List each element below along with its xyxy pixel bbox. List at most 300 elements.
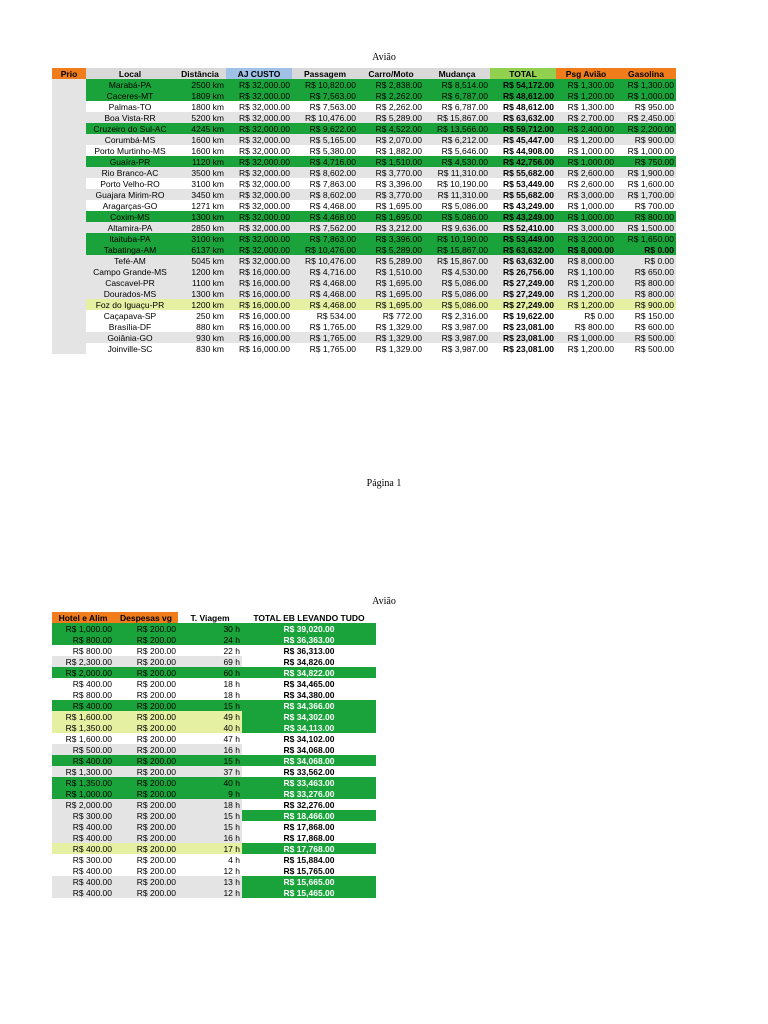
gas-cell: R$ 1,700.00 (616, 189, 676, 200)
carro-cell: R$ 1,329.00 (358, 332, 424, 343)
table-row (52, 656, 376, 667)
local-cell: Cascavel-PR (86, 277, 174, 288)
table-row (52, 112, 676, 123)
prio-cell (52, 90, 86, 101)
pass-cell: R$ 10,476.00 (292, 255, 358, 266)
hotel-cell: R$ 1,000.00 (52, 788, 114, 799)
local-cell: Itaituba-PA (86, 233, 174, 244)
aj-cell: R$ 16,000.00 (226, 266, 292, 277)
dist-cell: 1271 km (174, 200, 226, 211)
table-row (52, 123, 676, 134)
aj-cell: R$ 32,000.00 (226, 222, 292, 233)
mud-cell: R$ 2,316.00 (424, 310, 490, 321)
psg-cell: R$ 1,200.00 (556, 134, 616, 145)
aj-cell: R$ 32,000.00 (226, 255, 292, 266)
tv-cell: 13 h (178, 876, 242, 887)
dist-cell: 2500 km (174, 79, 226, 90)
tv-cell: 18 h (178, 799, 242, 810)
psg-cell: R$ 3,000.00 (556, 189, 616, 200)
page1-header-row (52, 68, 676, 79)
desp-cell: R$ 200.00 (114, 799, 178, 810)
gas-cell: R$ 950.00 (616, 101, 676, 112)
table-row (52, 90, 676, 101)
desp-cell: R$ 200.00 (114, 744, 178, 755)
hotel-cell: R$ 1,350.00 (52, 722, 114, 733)
desp-cell: R$ 200.00 (114, 667, 178, 678)
carro-cell: R$ 3,396.00 (358, 233, 424, 244)
gas-cell: R$ 750.00 (616, 156, 676, 167)
mud-cell: R$ 5,086.00 (424, 277, 490, 288)
total-cell: R$ 32,276.00 (242, 799, 376, 810)
desp-cell: R$ 200.00 (114, 645, 178, 656)
hotel-cell: R$ 400.00 (52, 678, 114, 689)
pass-cell: R$ 4,468.00 (292, 277, 358, 288)
mud-cell: R$ 8,514.00 (424, 79, 490, 90)
mud-cell: R$ 3,987.00 (424, 343, 490, 354)
hotel-cell: R$ 400.00 (52, 887, 114, 898)
table-row (52, 876, 376, 887)
total-cell: R$ 33,276.00 (242, 788, 376, 799)
mud-cell: R$ 6,787.00 (424, 90, 490, 101)
psg-cell: R$ 2,400.00 (556, 123, 616, 134)
local-cell: Campo Grande-MS (86, 266, 174, 277)
hotel-cell: R$ 400.00 (52, 755, 114, 766)
header-gasolina: Gasolina (616, 68, 676, 79)
total-cell: R$ 63,632.00 (490, 112, 556, 123)
desp-cell: R$ 200.00 (114, 843, 178, 854)
total-cell: R$ 15,765.00 (242, 865, 376, 876)
carro-cell: R$ 5,289.00 (358, 255, 424, 266)
desp-cell: R$ 200.00 (114, 755, 178, 766)
mud-cell: R$ 15,867.00 (424, 244, 490, 255)
dist-cell: 830 km (174, 343, 226, 354)
total-cell: R$ 34,380.00 (242, 689, 376, 700)
psg-cell: R$ 1,200.00 (556, 343, 616, 354)
local-cell: Joinville-SC (86, 343, 174, 354)
local-cell: Aragarças-GO (86, 200, 174, 211)
gas-cell: R$ 800.00 (616, 277, 676, 288)
dist-cell: 1120 km (174, 156, 226, 167)
tv-cell: 47 h (178, 733, 242, 744)
table-row (52, 865, 376, 876)
desp-cell: R$ 200.00 (114, 810, 178, 821)
desp-cell: R$ 200.00 (114, 766, 178, 777)
hotel-cell: R$ 400.00 (52, 700, 114, 711)
local-cell: Guaíra-PR (86, 156, 174, 167)
hotel-cell: R$ 400.00 (52, 843, 114, 854)
total-cell: R$ 17,868.00 (242, 832, 376, 843)
table-row (52, 189, 676, 200)
total-cell: R$ 63,632.00 (490, 255, 556, 266)
psg-cell: R$ 1,300.00 (556, 101, 616, 112)
total-cell: R$ 34,068.00 (242, 755, 376, 766)
dist-cell: 1800 km (174, 101, 226, 112)
hotel-cell: R$ 800.00 (52, 689, 114, 700)
tv-cell: 9 h (178, 788, 242, 799)
prio-cell (52, 145, 86, 156)
total-cell: R$ 23,081.00 (490, 332, 556, 343)
page2-title: Avião (372, 596, 396, 607)
gas-cell: R$ 1,000.00 (616, 145, 676, 156)
table-row (52, 145, 676, 156)
gas-cell: R$ 1,000.00 (616, 90, 676, 101)
psg-cell: R$ 1,000.00 (556, 156, 616, 167)
local-cell: Dourados-MS (86, 288, 174, 299)
carro-cell: R$ 2,838.00 (358, 79, 424, 90)
aj-cell: R$ 32,000.00 (226, 178, 292, 189)
table-row (52, 645, 376, 656)
table-row (52, 167, 676, 178)
prio-cell (52, 79, 86, 90)
pass-cell: R$ 4,716.00 (292, 156, 358, 167)
carro-cell: R$ 3,212.00 (358, 222, 424, 233)
dist-cell: 1600 km (174, 145, 226, 156)
carro-cell: R$ 5,289.00 (358, 244, 424, 255)
prio-cell (52, 299, 86, 310)
pass-cell: R$ 1,765.00 (292, 343, 358, 354)
table-row (52, 156, 676, 167)
mud-cell: R$ 4,530.00 (424, 156, 490, 167)
mud-cell: R$ 11,310.00 (424, 167, 490, 178)
table-row (52, 79, 676, 90)
psg-cell: R$ 1,000.00 (556, 200, 616, 211)
carro-cell: R$ 1,329.00 (358, 321, 424, 332)
local-cell: Foz do Iguaçu-PR (86, 299, 174, 310)
aj-cell: R$ 32,000.00 (226, 189, 292, 200)
carro-cell: R$ 3,396.00 (358, 178, 424, 189)
table-row (52, 321, 676, 332)
hotel-cell: R$ 300.00 (52, 854, 114, 865)
desp-cell: R$ 200.00 (114, 634, 178, 645)
table-row (52, 887, 376, 898)
tv-cell: 15 h (178, 755, 242, 766)
total-cell: R$ 15,665.00 (242, 876, 376, 887)
dist-cell: 5045 km (174, 255, 226, 266)
tv-cell: 37 h (178, 766, 242, 777)
carro-cell: R$ 1,882.00 (358, 145, 424, 156)
total-cell: R$ 34,366.00 (242, 700, 376, 711)
header-despesas-vg: Despesas vg (114, 612, 178, 623)
tv-cell: 15 h (178, 810, 242, 821)
table-row (52, 843, 376, 854)
hotel-cell: R$ 1,000.00 (52, 623, 114, 634)
psg-cell: R$ 800.00 (556, 321, 616, 332)
total-cell: R$ 34,465.00 (242, 678, 376, 689)
desp-cell: R$ 200.00 (114, 689, 178, 700)
total-cell: R$ 48,612.00 (490, 90, 556, 101)
prio-cell (52, 101, 86, 112)
total-cell: R$ 15,465.00 (242, 887, 376, 898)
tv-cell: 16 h (178, 832, 242, 843)
dist-cell: 250 km (174, 310, 226, 321)
mud-cell: R$ 5,646.00 (424, 145, 490, 156)
table-row (52, 288, 676, 299)
table-row (52, 744, 376, 755)
pass-cell: R$ 4,468.00 (292, 200, 358, 211)
hotel-cell: R$ 400.00 (52, 821, 114, 832)
table-row (52, 623, 376, 634)
dist-cell: 3500 km (174, 167, 226, 178)
dist-cell: 880 km (174, 321, 226, 332)
header-t-viagem: T. Viagem (190, 612, 230, 623)
pass-cell: R$ 4,716.00 (292, 266, 358, 277)
tv-cell: 4 h (178, 854, 242, 865)
tv-cell: 60 h (178, 667, 242, 678)
psg-cell: R$ 1,300.00 (556, 79, 616, 90)
total-cell: R$ 54,172.00 (490, 79, 556, 90)
hotel-cell: R$ 2,000.00 (52, 667, 114, 678)
total-cell: R$ 48,612.00 (490, 101, 556, 112)
psg-cell: R$ 1,000.00 (556, 332, 616, 343)
total-cell: R$ 26,756.00 (490, 266, 556, 277)
aj-cell: R$ 32,000.00 (226, 145, 292, 156)
local-cell: Palmas-TO (86, 101, 174, 112)
pass-cell: R$ 4,468.00 (292, 211, 358, 222)
pass-cell: R$ 10,476.00 (292, 244, 358, 255)
dist-cell: 6137 km (174, 244, 226, 255)
prio-cell (52, 310, 86, 321)
mud-cell: R$ 5,086.00 (424, 200, 490, 211)
hotel-cell: R$ 1,350.00 (52, 777, 114, 788)
prio-cell (52, 178, 86, 189)
prio-cell (52, 123, 86, 134)
desp-cell: R$ 200.00 (114, 700, 178, 711)
aj-cell: R$ 32,000.00 (226, 90, 292, 101)
aj-cell: R$ 32,000.00 (226, 156, 292, 167)
hotel-cell: R$ 800.00 (52, 645, 114, 656)
gas-cell: R$ 1,900.00 (616, 167, 676, 178)
pass-cell: R$ 7,863.00 (292, 178, 358, 189)
total-cell: R$ 27,249.00 (490, 299, 556, 310)
mud-cell: R$ 3,987.00 (424, 321, 490, 332)
total-cell: R$ 17,768.00 (242, 843, 376, 854)
gas-cell: R$ 1,500.00 (616, 222, 676, 233)
total-cell: R$ 45,447.00 (490, 134, 556, 145)
mud-cell: R$ 11,310.00 (424, 189, 490, 200)
aj-cell: R$ 16,000.00 (226, 288, 292, 299)
table-row (52, 266, 676, 277)
table-row (52, 244, 676, 255)
mud-cell: R$ 5,086.00 (424, 299, 490, 310)
total-cell: R$ 34,826.00 (242, 656, 376, 667)
desp-cell: R$ 200.00 (114, 722, 178, 733)
pass-cell: R$ 8,602.00 (292, 167, 358, 178)
table-row (52, 222, 676, 233)
tv-cell: 12 h (178, 865, 242, 876)
tv-cell: 18 h (178, 678, 242, 689)
aj-cell: R$ 32,000.00 (226, 112, 292, 123)
page2-header-row (52, 612, 376, 623)
total-cell: R$ 55,682.00 (490, 189, 556, 200)
carro-cell: R$ 2,070.00 (358, 134, 424, 145)
total-cell: R$ 23,081.00 (490, 343, 556, 354)
tv-cell: 49 h (178, 711, 242, 722)
carro-cell: R$ 1,510.00 (358, 156, 424, 167)
pass-cell: R$ 8,602.00 (292, 189, 358, 200)
gas-cell: R$ 800.00 (616, 211, 676, 222)
mud-cell: R$ 3,987.00 (424, 332, 490, 343)
gas-cell: R$ 1,300.00 (616, 79, 676, 90)
pass-cell: R$ 9,622.00 (292, 123, 358, 134)
total-cell: R$ 43,249.00 (490, 200, 556, 211)
carro-cell: R$ 1,329.00 (358, 343, 424, 354)
gas-cell: R$ 1,600.00 (616, 178, 676, 189)
desp-cell: R$ 200.00 (114, 832, 178, 843)
psg-cell: R$ 1,200.00 (556, 288, 616, 299)
total-cell: R$ 34,102.00 (242, 733, 376, 744)
local-cell: Marabá-PA (86, 79, 174, 90)
dist-cell: 930 km (174, 332, 226, 343)
prio-cell (52, 343, 86, 354)
table-row (52, 332, 676, 343)
psg-cell: R$ 1,200.00 (556, 299, 616, 310)
header-total-eb: TOTAL EB LEVANDO TUDO (253, 612, 365, 623)
table-row (52, 101, 676, 112)
prio-cell (52, 156, 86, 167)
header-distancia: Distância (174, 68, 226, 79)
gas-cell: R$ 900.00 (616, 134, 676, 145)
desp-cell: R$ 200.00 (114, 854, 178, 865)
aj-cell: R$ 32,000.00 (226, 200, 292, 211)
total-cell: R$ 53,449.00 (490, 233, 556, 244)
gas-cell: R$ 500.00 (616, 332, 676, 343)
pass-cell: R$ 7,563.00 (292, 90, 358, 101)
total-cell: R$ 34,822.00 (242, 667, 376, 678)
page1-table (52, 68, 676, 354)
desp-cell: R$ 200.00 (114, 733, 178, 744)
mud-cell: R$ 4,530.00 (424, 266, 490, 277)
prio-cell (52, 288, 86, 299)
psg-cell: R$ 1,200.00 (556, 277, 616, 288)
table-row (52, 755, 376, 766)
prio-cell (52, 167, 86, 178)
local-cell: Corumbá-MS (86, 134, 174, 145)
dist-cell: 1300 km (174, 288, 226, 299)
total-cell: R$ 43,249.00 (490, 211, 556, 222)
table-row (52, 854, 376, 865)
table-row (52, 233, 676, 244)
dist-cell: 3100 km (174, 233, 226, 244)
total-cell: R$ 55,682.00 (490, 167, 556, 178)
table-row (52, 310, 676, 321)
pass-cell: R$ 10,820.00 (292, 79, 358, 90)
aj-cell: R$ 32,000.00 (226, 167, 292, 178)
pass-cell: R$ 7,562.00 (292, 222, 358, 233)
aj-cell: R$ 32,000.00 (226, 134, 292, 145)
header-hotel-alim: Hotel e Alim (52, 612, 114, 623)
prio-cell (52, 134, 86, 145)
aj-cell: R$ 32,000.00 (226, 244, 292, 255)
total-cell: R$ 33,463.00 (242, 777, 376, 788)
desp-cell: R$ 200.00 (114, 678, 178, 689)
local-cell: Tabatinga-AM (86, 244, 174, 255)
table-row (52, 777, 376, 788)
hotel-cell: R$ 1,300.00 (52, 766, 114, 777)
tv-cell: 30 h (178, 623, 242, 634)
total-cell: R$ 15,884.00 (242, 854, 376, 865)
carro-cell: R$ 2,262.00 (358, 90, 424, 101)
prio-cell (52, 112, 86, 123)
table-row (52, 788, 376, 799)
local-cell: Boa Vista-RR (86, 112, 174, 123)
hotel-cell: R$ 400.00 (52, 865, 114, 876)
tv-cell: 24 h (178, 634, 242, 645)
total-cell: R$ 34,302.00 (242, 711, 376, 722)
psg-cell: R$ 3,000.00 (556, 222, 616, 233)
mud-cell: R$ 5,086.00 (424, 288, 490, 299)
mud-cell: R$ 13,566.00 (424, 123, 490, 134)
total-cell: R$ 59,712.00 (490, 123, 556, 134)
tv-cell: 15 h (178, 700, 242, 711)
dist-cell: 3100 km (174, 178, 226, 189)
pass-cell: R$ 4,468.00 (292, 299, 358, 310)
prio-cell (52, 266, 86, 277)
carro-cell: R$ 5,289.00 (358, 112, 424, 123)
page1-title: Avião (372, 52, 396, 63)
desp-cell: R$ 200.00 (114, 876, 178, 887)
mud-cell: R$ 10,190.00 (424, 178, 490, 189)
gas-cell: R$ 500.00 (616, 343, 676, 354)
local-cell: Porto Murtinho-MS (86, 145, 174, 156)
carro-cell: R$ 772.00 (358, 310, 424, 321)
aj-cell: R$ 16,000.00 (226, 310, 292, 321)
aj-cell: R$ 32,000.00 (226, 211, 292, 222)
tv-cell: 40 h (178, 722, 242, 733)
aj-cell: R$ 32,000.00 (226, 79, 292, 90)
prio-cell (52, 233, 86, 244)
header-passagem: Passagem (292, 68, 358, 79)
desp-cell: R$ 200.00 (114, 887, 178, 898)
dist-cell: 5200 km (174, 112, 226, 123)
psg-cell: R$ 1,000.00 (556, 211, 616, 222)
pass-cell: R$ 1,765.00 (292, 332, 358, 343)
table-row (52, 667, 376, 678)
mud-cell: R$ 15,867.00 (424, 112, 490, 123)
psg-cell: R$ 0.00 (556, 310, 616, 321)
psg-cell: R$ 1,000.00 (556, 145, 616, 156)
tv-cell: 15 h (178, 821, 242, 832)
carro-cell: R$ 1,695.00 (358, 288, 424, 299)
pass-cell: R$ 1,765.00 (292, 321, 358, 332)
psg-cell: R$ 3,200.00 (556, 233, 616, 244)
table-row (52, 200, 676, 211)
page2-table (52, 612, 376, 898)
table-row (52, 343, 676, 354)
pass-cell: R$ 4,468.00 (292, 288, 358, 299)
table-row (52, 821, 376, 832)
header-mudanca: Mudança (424, 68, 490, 79)
total-cell: R$ 52,410.00 (490, 222, 556, 233)
dist-cell: 1200 km (174, 299, 226, 310)
aj-cell: R$ 32,000.00 (226, 233, 292, 244)
hotel-cell: R$ 500.00 (52, 744, 114, 755)
page1-footer: Página 1 (366, 478, 402, 489)
local-cell: Rio Branco-AC (86, 167, 174, 178)
psg-cell: R$ 8,000.00 (556, 255, 616, 266)
dist-cell: 4245 km (174, 123, 226, 134)
header-local: Local (86, 68, 174, 79)
total-cell: R$ 18,466.00 (242, 810, 376, 821)
carro-cell: R$ 1,695.00 (358, 200, 424, 211)
header-psg-aviao: Psg Avião (556, 68, 616, 79)
dist-cell: 1809 km (174, 90, 226, 101)
local-cell: Brasília-DF (86, 321, 174, 332)
pass-cell: R$ 534.00 (292, 310, 358, 321)
gas-cell: R$ 2,200.00 (616, 123, 676, 134)
aj-cell: R$ 16,000.00 (226, 343, 292, 354)
table-row (52, 766, 376, 777)
prio-cell (52, 277, 86, 288)
